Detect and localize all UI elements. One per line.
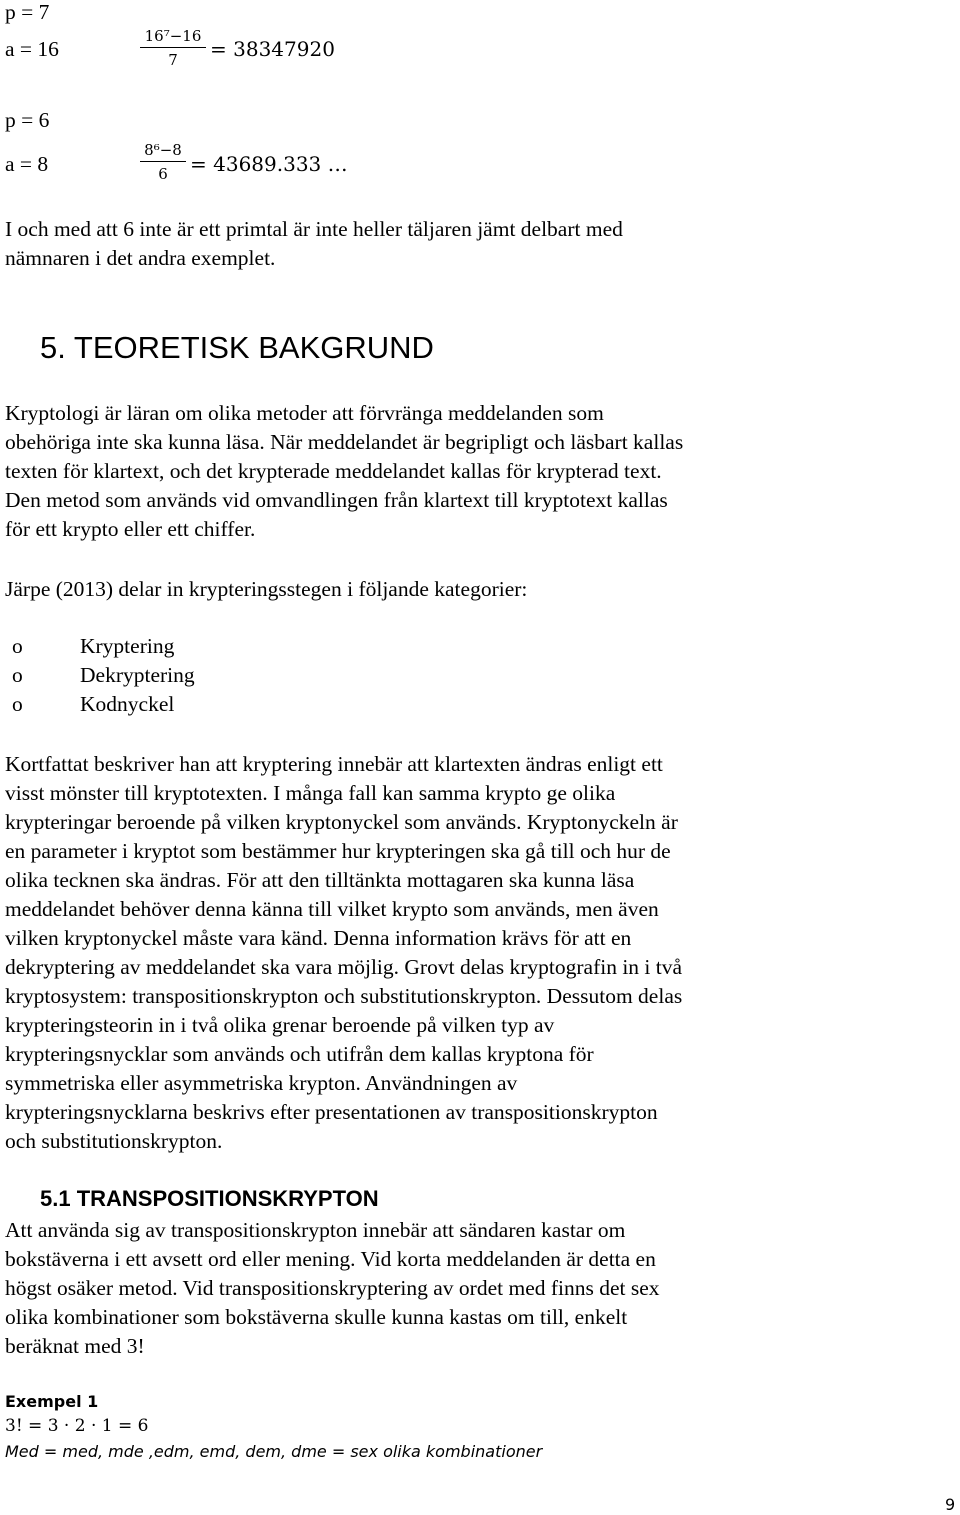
ex1-p: p = 7 — [5, 0, 50, 24]
text-line: olika kombinationer som bokstäverna skulle kunna kastas om till, enkelt — [5, 1305, 628, 1329]
text-line: Den metod som används vid omvandlingen från klartext till kryptotext kallas — [5, 488, 668, 512]
text-line: I och med att 6 inte är ett primtal är inte heller täljaren jämt delbart med — [5, 217, 623, 241]
ex1-numerator: 16⁷−16 — [144, 27, 202, 45]
text-line: en parameter i kryptot som bestämmer hur krypteringen ska gå till och hur de — [5, 839, 671, 863]
list-item: Kryptering — [80, 634, 175, 658]
text-line: symmetriska eller asymmetriska krypton. Användningen av — [5, 1071, 518, 1095]
subsection-heading: 5.1 TRANSPOSITIONSKRYPTON — [40, 1186, 379, 1211]
text-line: beräknat med 3! — [5, 1334, 145, 1358]
text-line: krypteringar beroende på vilken kryptonyckel som används. Kryptonyckeln är — [5, 810, 678, 834]
ex1-a: a = 16 — [5, 37, 59, 61]
summary-paragraph — [5, 750, 682, 1156]
text-line: Kryptologi är läran om olika metoder att förvränga meddelanden som — [5, 401, 604, 425]
text-line: krypteringsnycklarna beskrivs efter presentationen av transpositionskrypton — [5, 1100, 658, 1124]
ex1-result: = 38347920 — [210, 37, 335, 61]
text-line: visst mönster till kryptotexten. I många fall kan samma krypto ge olika — [5, 781, 616, 805]
text-line: bokstäverna i ett avsett ord eller mening. Vid korta meddelanden är detta en — [5, 1247, 656, 1271]
ex2-numerator: 8⁶−8 — [144, 141, 182, 159]
text-line: meddelandet behöver denna känna till vilket krypto som används, men även — [5, 897, 659, 921]
example-equation: 3! = 3 · 2 · 1 = 6 — [5, 1416, 149, 1436]
text-line: olika tecknen ska ändras. För att den tilltänkta mottagaren ska kunna läsa — [5, 868, 635, 892]
text-line: kryptosystem: transpositionskrypton och substitutionskrypton. Dessutom delas — [5, 984, 683, 1008]
section51-paragraph — [5, 1216, 660, 1361]
text-line: Kortfattat beskriver han att kryptering innebär att klartexten ändras enligt ett — [5, 752, 663, 776]
text-line: krypteringsteorin in i två olika grenar beroende på vilken typ av — [5, 1013, 555, 1037]
page-number: 9 — [945, 1495, 956, 1514]
text-line: dekryptering av meddelandet ska vara möjlig. Grovt delas kryptografin in i två — [5, 955, 683, 979]
text-line: texten för klartext, och det krypterade meddelandet kallas för krypterad text. — [5, 459, 662, 483]
text-line: och substitutionskrypton. — [5, 1129, 223, 1153]
intro-paragraph — [5, 215, 623, 273]
section-heading: 5. TEORETISK BAKGRUND — [40, 330, 434, 365]
fraction-bar — [140, 47, 206, 48]
text-line: krypteringsnycklar som används och utifrån dem kallas kryptona för — [5, 1042, 594, 1066]
text-line: vilken kryptonyckel måste vara känd. Denna information krävs för att en — [5, 926, 632, 950]
list-item: Kodnyckel — [80, 692, 175, 716]
ex2-denominator: 6 — [158, 165, 168, 183]
text-line: Att använda sig av transpositionskrypton innebär att sändaren kastar om — [5, 1218, 626, 1242]
example-title: Exempel 1 — [5, 1392, 99, 1411]
ex2-result: = 43689.333 … — [190, 152, 348, 176]
bullet-marker: o — [12, 692, 23, 716]
list-item: Dekryptering — [80, 663, 195, 687]
ex2-a: a = 8 — [5, 152, 49, 176]
example-combinations: Med = med, mde ,edm, emd, dem, dme = sex olika kombinationer — [5, 1442, 543, 1461]
text-line: för ett krypto eller ett chiffer. — [5, 517, 256, 541]
text-line: högst osäker metod. Vid transpositionskryptering av ordet med finns det sex — [5, 1276, 660, 1300]
ex2-p: p = 6 — [5, 108, 50, 132]
fraction-bar — [140, 161, 186, 162]
ex1-denominator: 7 — [168, 51, 178, 69]
text-line: obehöriga inte ska kunna läsa. När meddelandet är begripligt och läsbart kallas — [5, 430, 684, 454]
text-line: nämnaren i det andra exemplet. — [5, 246, 276, 270]
bullet-marker: o — [12, 663, 23, 687]
jarpe-line: Järpe (2013) delar in krypteringsstegen i följande kategorier: — [5, 577, 528, 601]
ex2-fraction — [140, 143, 186, 182]
bullet-marker: o — [12, 634, 23, 658]
section5-paragraph — [5, 399, 683, 544]
ex1-fraction — [140, 29, 206, 68]
